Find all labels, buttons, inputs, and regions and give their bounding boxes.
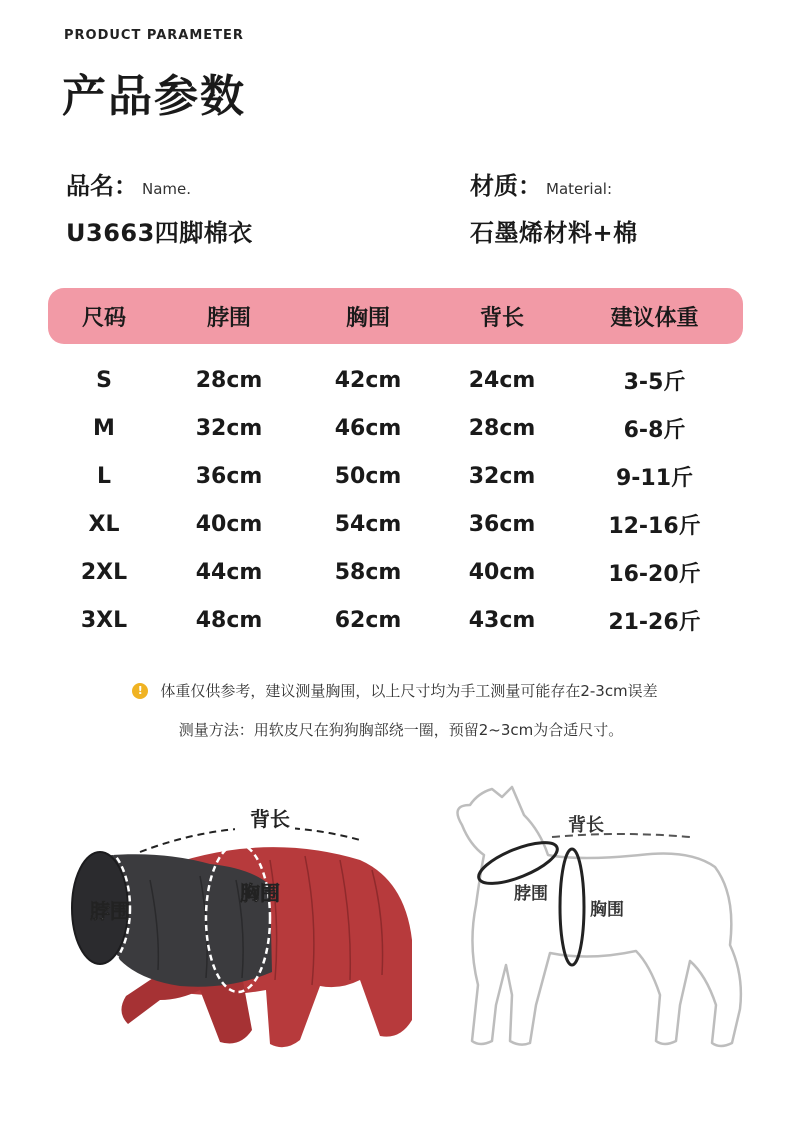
cell-back: 36cm bbox=[468, 511, 536, 537]
cell-neck: 36cm bbox=[195, 463, 263, 489]
cell-chest: 54cm bbox=[334, 511, 402, 537]
cell-neck: 32cm bbox=[195, 415, 263, 441]
table-row bbox=[48, 548, 743, 596]
cell-size: M bbox=[93, 415, 115, 441]
cell-back: 43cm bbox=[468, 607, 536, 633]
coat-drawing bbox=[60, 790, 440, 1070]
column-header-chest: 胸围 bbox=[345, 305, 390, 331]
eyebrow-label: PRODUCT PARAMETER bbox=[64, 28, 244, 43]
product-name-block bbox=[66, 166, 253, 248]
product-name-label: 品名： bbox=[66, 172, 138, 200]
cell-size: 2XL bbox=[80, 559, 128, 585]
size-table-header bbox=[48, 288, 743, 344]
coat-illustration bbox=[60, 790, 440, 1070]
dog-chest-guide bbox=[560, 849, 584, 965]
cell-chest: 62cm bbox=[334, 607, 402, 633]
cell-neck: 48cm bbox=[195, 607, 263, 633]
cell-weight: 12-16斤 bbox=[608, 513, 701, 539]
cell-size: S bbox=[96, 367, 112, 393]
dog-outline-drawing bbox=[440, 775, 750, 1065]
cell-weight: 3-5斤 bbox=[623, 369, 686, 395]
table-row bbox=[48, 500, 743, 548]
note-line-1: 体重仅供参考，建议测量胸围，以上尺寸均为手工测量可能存在2-3cm误差 bbox=[160, 682, 658, 700]
page-title: 产品参数 bbox=[62, 71, 246, 122]
cell-size: L bbox=[96, 463, 112, 489]
table-row bbox=[48, 356, 743, 404]
cell-neck: 40cm bbox=[195, 511, 263, 537]
cell-neck: 44cm bbox=[195, 559, 263, 585]
product-name-value: U3663四脚棉衣 bbox=[66, 219, 253, 247]
cell-chest: 50cm bbox=[334, 463, 402, 489]
column-header-size: 尺码 bbox=[81, 305, 126, 331]
column-header-weight: 建议体重 bbox=[610, 305, 699, 331]
cell-back: 40cm bbox=[468, 559, 536, 585]
cell-weight: 16-20斤 bbox=[608, 561, 701, 587]
cell-back: 28cm bbox=[468, 415, 536, 441]
note-line-2: 测量方法：用软皮尺在狗狗胸部绕一圈，预留2~3cm为合适尺寸。 bbox=[178, 721, 624, 739]
table-row bbox=[48, 404, 743, 452]
dog-outline-illustration bbox=[440, 775, 750, 1065]
cell-back: 32cm bbox=[468, 463, 536, 489]
table-row bbox=[48, 596, 743, 644]
cell-chest: 42cm bbox=[334, 367, 402, 393]
product-name-label-en: Name. bbox=[142, 180, 192, 198]
size-table bbox=[48, 288, 743, 644]
cell-weight: 9-11斤 bbox=[615, 465, 694, 491]
size-table-body bbox=[48, 356, 743, 644]
material-block bbox=[470, 166, 638, 248]
cell-size: XL bbox=[88, 511, 120, 537]
measurement-notes bbox=[0, 680, 790, 740]
column-header-back: 背长 bbox=[479, 305, 524, 331]
cell-back: 24cm bbox=[468, 367, 536, 393]
dog-neck-label: 脖围 bbox=[514, 884, 548, 904]
dog-chest-label: 胸围 bbox=[590, 900, 624, 920]
table-row bbox=[48, 452, 743, 500]
column-header-neck: 脖围 bbox=[206, 305, 251, 331]
material-label: 材质： bbox=[470, 172, 542, 200]
neck-label: 脖围 bbox=[90, 899, 130, 923]
material-value: 石墨烯材料+棉 bbox=[470, 219, 638, 247]
material-label-en: Material: bbox=[546, 180, 612, 198]
back-length-label: 背长 bbox=[250, 807, 290, 831]
cell-chest: 58cm bbox=[334, 559, 402, 585]
cell-chest: 46cm bbox=[334, 415, 402, 441]
chest-label: 胸围 bbox=[240, 881, 280, 905]
cell-weight: 6-8斤 bbox=[623, 417, 686, 443]
dog-back-length-label: 背长 bbox=[568, 815, 604, 836]
cell-neck: 28cm bbox=[195, 367, 263, 393]
cell-size: 3XL bbox=[80, 607, 128, 633]
cell-weight: 21-26斤 bbox=[608, 609, 701, 635]
warning-icon: ! bbox=[132, 683, 148, 699]
